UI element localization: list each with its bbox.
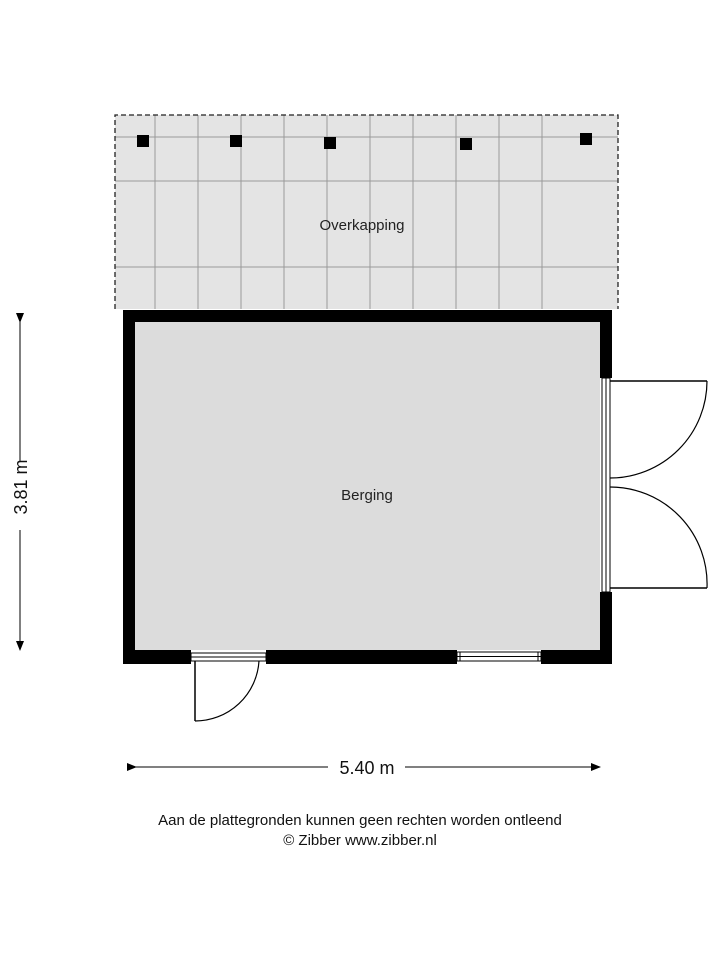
storage-label: Berging bbox=[341, 487, 393, 504]
depth-label: 3.81 m bbox=[11, 459, 31, 515]
storage-floor bbox=[135, 322, 600, 650]
width-label: 5.40 m bbox=[339, 758, 395, 778]
storage-room bbox=[123, 310, 707, 721]
disclaimer-text: Aan de plattegronden kunnen geen rechten worden ontleend bbox=[158, 812, 562, 829]
post bbox=[324, 137, 336, 149]
post bbox=[580, 133, 592, 145]
right-double-doors bbox=[602, 378, 707, 592]
bottom-window bbox=[457, 652, 541, 661]
copyright-text: © Zibber www.zibber.nl bbox=[283, 832, 437, 849]
covered-area-label: Overkapping bbox=[319, 217, 405, 234]
bottom-door bbox=[191, 653, 266, 721]
post bbox=[137, 135, 149, 147]
depth-dimension bbox=[11, 322, 31, 650]
width-dimension bbox=[136, 758, 600, 778]
post bbox=[460, 138, 472, 150]
covered-area bbox=[115, 115, 618, 309]
post bbox=[230, 135, 242, 147]
